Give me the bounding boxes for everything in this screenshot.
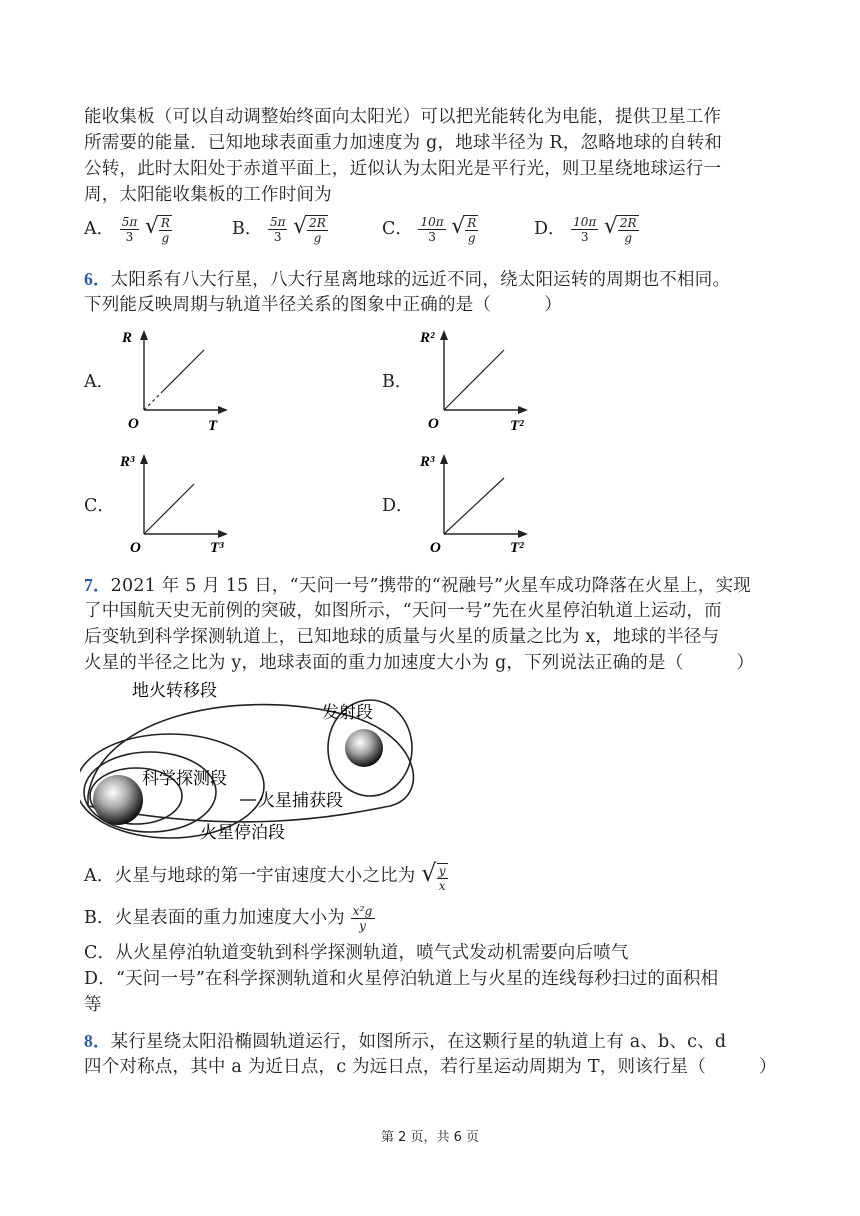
y-axis-label: R³ (120, 454, 135, 470)
q5-option-c (382, 214, 478, 245)
q6-option-c-label: C． (84, 496, 115, 516)
origin-label: O (428, 416, 439, 432)
fraction: $\frac{5\pi}{3}$ (121, 214, 138, 244)
fraction: $\frac{10\pi}{3}$ (573, 214, 597, 244)
sqrt-radical: √ $\frac{2R}{g}$ (293, 214, 326, 245)
q5-line-3: 公转，此时太阳处于赤道平面上，近似认为太阳光是平行光，则卫星绕地球运行一 (84, 159, 722, 179)
option-label: A． (84, 218, 115, 239)
q6-option-d-label: D． (382, 496, 414, 516)
q7-option-c: C．从火星停泊轨道变轨到科学探测轨道，喷气式发动机需要向后喷气 (84, 943, 629, 963)
q6-graph-a (110, 324, 240, 434)
sqrt-radical: √ $\frac{R}{g}$ (451, 214, 477, 245)
graph-line-dashed (144, 392, 162, 410)
origin-label: O (130, 540, 141, 556)
q5-line-4: 周，太阳能收集板的工作时间为 (84, 185, 332, 205)
graph-line (162, 350, 204, 392)
q5-option-d (534, 214, 639, 245)
q6-option-a-label: A． (84, 372, 115, 392)
origin-label: O (430, 540, 441, 556)
option-label: C． (382, 218, 413, 239)
q6-line-1: 6．太阳系有八大行星，八大行星离地球的远近不同，绕太阳运转的周期也不相同。 (84, 269, 731, 290)
fraction: $\frac{\text{x²g}}{y}$ (352, 904, 373, 933)
earth-planet (345, 729, 383, 767)
question-number: 7． (84, 575, 111, 595)
x-axis-label: T² (510, 540, 524, 556)
option-label: B． (232, 218, 263, 239)
origin-label: O (128, 416, 139, 432)
q7-option-d-cont: 等 (84, 995, 102, 1015)
q6-graph-c (110, 448, 240, 558)
x-axis-label: T³ (210, 540, 224, 556)
science-label: 科学探测段 (142, 769, 227, 788)
fraction: $\frac{5\pi}{3}$ (269, 214, 286, 244)
q6-option-b-label: B． (382, 372, 413, 392)
q7-line-3: 后变轨到科学探测轨道上，已知地球的质量与火星的质量之比为 x，地球的半径与 (84, 627, 720, 647)
parking-label: 火星停泊段 (200, 823, 285, 842)
q5-option-a (84, 214, 172, 245)
graph-line (444, 478, 504, 534)
y-axis-label: R (122, 330, 133, 346)
q7-line-1: 7．2021 年 5 月 15 日，“天问一号”携带的“祝融号”火星车成功降落在火星上，实现 (84, 575, 751, 596)
q6-graph-d (410, 448, 540, 558)
fraction: $\frac{10\pi}{3}$ (420, 214, 444, 244)
q6-line-2: 下列能反映周期与轨道半径关系的图象中正确的是（ ） (84, 295, 562, 315)
q7-line-4: 火星的半径之比为 y，地球表面的重力加速度大小为 g，下列说法正确的是（ ） (84, 653, 755, 673)
question-number: 8． (84, 1031, 111, 1051)
q7-line-2: 了中国航天史无前例的突破，如图所示，“天问一号”先在火星停泊轨道上运动，而 (84, 601, 722, 621)
q7-option-b: B．火星表面的重力加速度大小为 $\frac{\text{x²g}}{y}$ (84, 904, 373, 933)
q8-line-2: 四个对称点，其中 a 为近日点，c 为远日点，若行星运动周期为 T，则该行星（ ） (84, 1057, 777, 1077)
x-axis-label: T² (510, 418, 524, 434)
q8-line-1: 8．某行星绕太阳沿椭圆轨道运行，如图所示，在这颗行星的轨道上有 a、b、c、d (84, 1031, 727, 1052)
x-axis-label: T (208, 418, 218, 434)
q7-option-a: A．火星与地球的第一宇宙速度大小之比为 √ $\frac{y}{x}$ (84, 859, 446, 893)
sqrt-radical: √ $\frac{y}{x}$ (421, 859, 446, 893)
transfer-label: 地火转移段 (132, 681, 217, 700)
q5-option-b (232, 214, 328, 245)
q5-line-2: 所需要的能量．已知地球表面重力加速度为 g，地球半径为 R，忽略地球的自转和 (84, 133, 723, 153)
q5-line-1: 能收集板（可以自动调整始终面向太阳光）可以把光能转化为电能，提供卫星工作 (84, 107, 722, 127)
sqrt-radical: √ $\frac{2R}{g}$ (603, 214, 637, 245)
page-footer: 第 2 页，共 6 页 (380, 1130, 480, 1145)
mars-planet (93, 775, 143, 825)
q7-option-d: D．“天问一号”在科学探测轨道和火星停泊轨道上与火星的连线每秒扫过的面积相 (84, 969, 719, 989)
y-axis-label: R² (420, 330, 435, 346)
q6-graph-b (410, 324, 540, 434)
graph-line (444, 350, 504, 410)
capture-label: 火星捕获段 (258, 791, 343, 810)
question-number: 6． (84, 269, 111, 289)
option-label: D． (534, 218, 566, 239)
launch-label: 发射段 (322, 703, 373, 722)
y-axis-label: R³ (420, 454, 435, 470)
q7-orbit-diagram (80, 676, 440, 854)
graph-line (144, 484, 194, 534)
sqrt-radical: √ $\frac{R}{g}$ (144, 214, 170, 245)
